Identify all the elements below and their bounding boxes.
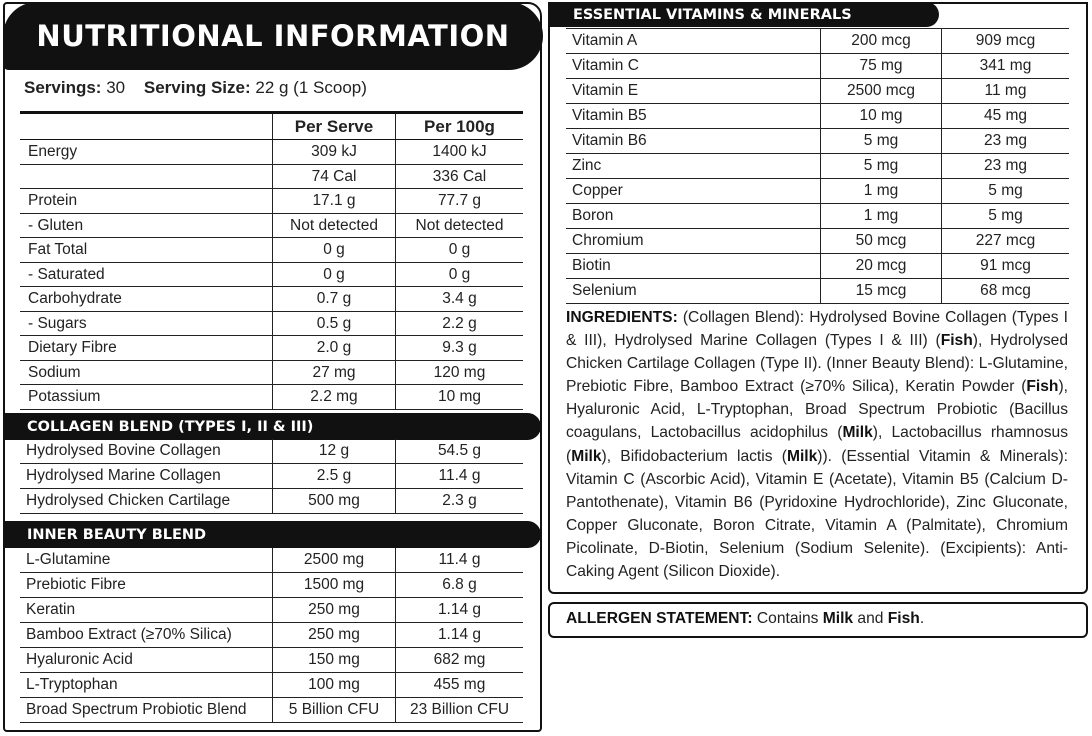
row-label: Keratin bbox=[20, 598, 273, 623]
per-serve-value: 0 g bbox=[273, 262, 396, 287]
vitamins-minerals-header: ESSENTIAL VITAMINS & MINERALS bbox=[549, 2, 939, 27]
table-row bbox=[20, 164, 523, 189]
per-serve-value: 0.7 g bbox=[273, 287, 396, 312]
row-label: Boron bbox=[566, 204, 821, 229]
allergen-text: and bbox=[853, 610, 888, 627]
ingredients-segment: (Collagen Blend): Hydrolysed Bovine Collagen (Types I & III), Hydrolysed Marine Collagen (Types I & III) ( bbox=[566, 309, 1068, 350]
allergen-highlight: Fish bbox=[940, 332, 973, 350]
table-row bbox=[566, 54, 1069, 79]
table-row bbox=[566, 154, 1069, 179]
allergen-text: Contains bbox=[752, 610, 823, 627]
row-label: Broad Spectrum Probiotic Blend bbox=[20, 698, 273, 723]
serving-size-label: Serving Size: bbox=[143, 78, 251, 97]
servings-line bbox=[24, 78, 367, 98]
ingredients-segment: ), Hydrolysed Chicken Cartilage Collagen (Type II). (Inner Beauty Blend): L-Glutamine, Prebiotic Fibre, Bamboo Extract (≥70% Silica), Keratin Powder ( bbox=[566, 332, 1069, 396]
row-label: - Sugars bbox=[20, 311, 273, 336]
table-row bbox=[20, 385, 523, 410]
table-row bbox=[20, 573, 523, 598]
page-title: NUTRITIONAL INFORMATION bbox=[3, 2, 543, 70]
allergen-highlight: Milk bbox=[571, 447, 602, 465]
per-100g-value: 682 mg bbox=[396, 648, 524, 673]
per-100g-value: 455 mg bbox=[396, 673, 524, 698]
row-label: - Saturated bbox=[20, 262, 273, 287]
table-row bbox=[566, 129, 1069, 154]
per-serve-value: 10 mg bbox=[821, 104, 942, 129]
per-100g-value: 2.2 g bbox=[396, 311, 524, 336]
per-100g-value: 1.14 g bbox=[396, 598, 524, 623]
row-label: Dietary Fibre bbox=[20, 336, 273, 361]
per-serve-value: 309 kJ bbox=[273, 140, 396, 165]
table-row bbox=[20, 336, 523, 361]
row-label: L-Glutamine bbox=[20, 548, 273, 573]
row-label: Potassium bbox=[20, 385, 273, 410]
servings-value: 30 bbox=[106, 78, 126, 97]
per-serve-value: 2500 mg bbox=[273, 548, 396, 573]
per-serve-value: 1 mg bbox=[821, 179, 942, 204]
servings-label: Servings: bbox=[24, 78, 102, 97]
per-100g-value: 45 mg bbox=[942, 104, 1070, 129]
per-serve-value: 200 mcg bbox=[821, 29, 942, 54]
table-row bbox=[20, 698, 523, 723]
per-100g-value: 23 mg bbox=[942, 154, 1070, 179]
per-100g-value: 1400 kJ bbox=[396, 140, 524, 165]
table-row bbox=[20, 360, 523, 385]
per-100g-header: Per 100g bbox=[396, 113, 524, 140]
row-label: Vitamin A bbox=[566, 29, 821, 54]
per-100g-value: 3.4 g bbox=[396, 287, 524, 312]
allergen-highlight: Milk bbox=[842, 424, 873, 442]
row-label: Zinc bbox=[566, 154, 821, 179]
row-label: Biotin bbox=[566, 254, 821, 279]
per-100g-value: 23 Billion CFU bbox=[396, 698, 524, 723]
table-row bbox=[20, 439, 523, 464]
per-100g-value: 54.5 g bbox=[396, 439, 524, 464]
table-row bbox=[566, 29, 1069, 54]
inner-beauty-blend-table bbox=[20, 548, 523, 723]
nutrition-table bbox=[20, 111, 523, 410]
per-100g-value: 5 mg bbox=[942, 179, 1070, 204]
row-label: Hyaluronic Acid bbox=[20, 648, 273, 673]
row-label: L-Tryptophan bbox=[20, 673, 273, 698]
per-100g-value: 11.4 g bbox=[396, 464, 524, 489]
per-serve-value: 2500 mcg bbox=[821, 79, 942, 104]
row-label: Vitamin B6 bbox=[566, 129, 821, 154]
allergen-milk: Milk bbox=[822, 610, 854, 627]
table-row bbox=[20, 140, 523, 165]
ingredients-segment: ), Bifidobacterium lactis ( bbox=[601, 447, 787, 465]
table-row bbox=[566, 179, 1069, 204]
per-serve-value: 12 g bbox=[273, 439, 396, 464]
allergen-statement bbox=[566, 610, 924, 628]
per-100g-value: 5 mg bbox=[942, 204, 1070, 229]
table-row bbox=[20, 213, 523, 238]
per-serve-value: 0.5 g bbox=[273, 311, 396, 336]
ingredients-label: INGREDIENTS: bbox=[566, 309, 678, 326]
per-serve-value: 1 mg bbox=[821, 204, 942, 229]
table-row bbox=[20, 648, 523, 673]
per-serve-header: Per Serve bbox=[273, 113, 396, 140]
collagen-blend-header: COLLAGEN BLEND (TYPES I, II & III) bbox=[3, 413, 541, 440]
row-label: Chromium bbox=[566, 229, 821, 254]
per-serve-value: 17.1 g bbox=[273, 189, 396, 214]
per-100g-value: 0 g bbox=[396, 238, 524, 263]
per-100g-value: 91 mcg bbox=[942, 254, 1070, 279]
table-row bbox=[20, 548, 523, 573]
per-serve-value: 5 mg bbox=[821, 154, 942, 179]
per-serve-value: 20 mcg bbox=[821, 254, 942, 279]
per-100g-value: 9.3 g bbox=[396, 336, 524, 361]
ingredients-segment: )). (Essential Vitamin & Minerals): Vitamin C (Ascorbic Acid), Vitamin E (Acetate), Vitamin B5 (Calcium D-Pantothenate), Vitamin B6 (Pyridoxine Hydrochloride), Zinc Gluconate, Copper Gluconate, Boron Citrate, Vitamin A (Palmitate), Chromium Picolinate, D-Biotin, Selenium (Sodium Selenite). (Excipients): Anti-Caking Agent (Silicon Dioxide). bbox=[566, 447, 1068, 581]
table-row bbox=[20, 623, 523, 648]
per-100g-value: 6.8 g bbox=[396, 573, 524, 598]
per-100g-value: 23 mg bbox=[942, 129, 1070, 154]
per-100g-value: 11 mg bbox=[942, 79, 1070, 104]
row-label: Hydrolysed Chicken Cartilage bbox=[20, 489, 273, 514]
row-label: Vitamin B5 bbox=[566, 104, 821, 129]
per-100g-value: 0 g bbox=[396, 262, 524, 287]
row-label: Selenium bbox=[566, 279, 821, 304]
row-label: Sodium bbox=[20, 360, 273, 385]
allergen-text: . bbox=[919, 610, 925, 627]
row-label: - Gluten bbox=[20, 213, 273, 238]
per-serve-value: 500 mg bbox=[273, 489, 396, 514]
per-serve-value: 50 mcg bbox=[821, 229, 942, 254]
per-serve-value: 0 g bbox=[273, 238, 396, 263]
per-serve-value: 15 mcg bbox=[821, 279, 942, 304]
per-serve-value: 2.0 g bbox=[273, 336, 396, 361]
per-serve-value: 150 mg bbox=[273, 648, 396, 673]
table-row bbox=[20, 287, 523, 312]
table-row bbox=[566, 204, 1069, 229]
per-100g-value: 11.4 g bbox=[396, 548, 524, 573]
per-100g-value: 2.3 g bbox=[396, 489, 524, 514]
vitamins-minerals-table bbox=[566, 28, 1069, 304]
per-serve-value: 250 mg bbox=[273, 598, 396, 623]
table-row bbox=[20, 189, 523, 214]
serving-size-value: 22 g (1 Scoop) bbox=[255, 78, 367, 97]
table-row bbox=[566, 229, 1069, 254]
table-row bbox=[566, 79, 1069, 104]
row-label: Protein bbox=[20, 189, 273, 214]
per-100g-value: 77.7 g bbox=[396, 189, 524, 214]
per-serve-value: 100 mg bbox=[273, 673, 396, 698]
per-serve-value: 5 Billion CFU bbox=[273, 698, 396, 723]
per-serve-value: 250 mg bbox=[273, 623, 396, 648]
collagen-blend-table bbox=[20, 439, 523, 514]
per-100g-value: Not detected bbox=[396, 213, 524, 238]
row-label: Carbohydrate bbox=[20, 287, 273, 312]
ingredients-segment: ), Hyaluronic Acid, L-Tryptophan, Broad Spectrum Probiotic (Bacillus coagulans, Lactobacillus acidophilus ( bbox=[566, 378, 1068, 442]
per-serve-value: 27 mg bbox=[273, 360, 396, 385]
table-row bbox=[20, 489, 523, 514]
allergen-label: ALLERGEN STATEMENT: bbox=[566, 610, 753, 627]
ingredients-text bbox=[566, 306, 1068, 583]
table-row bbox=[20, 598, 523, 623]
per-100g-value: 120 mg bbox=[396, 360, 524, 385]
table-row bbox=[566, 279, 1069, 304]
row-label: Energy bbox=[20, 140, 273, 165]
per-100g-value: 10 mg bbox=[396, 385, 524, 410]
row-label: Hydrolysed Marine Collagen bbox=[20, 464, 273, 489]
per-serve-value: 2.2 mg bbox=[273, 385, 396, 410]
table-row bbox=[20, 464, 523, 489]
per-serve-value: 75 mg bbox=[821, 54, 942, 79]
table-row bbox=[20, 238, 523, 263]
per-serve-value: 74 Cal bbox=[273, 164, 396, 189]
table-header-row bbox=[20, 113, 523, 140]
row-label: Prebiotic Fibre bbox=[20, 573, 273, 598]
row-label bbox=[20, 164, 273, 189]
row-label: Vitamin E bbox=[566, 79, 821, 104]
per-100g-value: 336 Cal bbox=[396, 164, 524, 189]
ingredients-segment: ), Lactobacillus rhamnosus ( bbox=[566, 424, 1069, 465]
per-serve-value: Not detected bbox=[273, 213, 396, 238]
allergen-highlight: Fish bbox=[1026, 378, 1059, 396]
allergen-highlight: Milk bbox=[786, 447, 818, 465]
per-100g-value: 1.14 g bbox=[396, 623, 524, 648]
per-serve-value: 1500 mg bbox=[273, 573, 396, 598]
per-100g-value: 909 mcg bbox=[942, 29, 1070, 54]
row-label: Fat Total bbox=[20, 238, 273, 263]
per-100g-value: 227 mcg bbox=[942, 229, 1070, 254]
row-label: Copper bbox=[566, 179, 821, 204]
table-row bbox=[566, 254, 1069, 279]
row-label: Hydrolysed Bovine Collagen bbox=[20, 439, 273, 464]
per-100g-value: 341 mg bbox=[942, 54, 1070, 79]
row-label: Vitamin C bbox=[566, 54, 821, 79]
per-100g-value: 68 mcg bbox=[942, 279, 1070, 304]
per-serve-value: 2.5 g bbox=[273, 464, 396, 489]
per-serve-value: 5 mg bbox=[821, 129, 942, 154]
inner-beauty-blend-header: INNER BEAUTY BLEND bbox=[3, 521, 541, 548]
table-row bbox=[20, 311, 523, 336]
table-row bbox=[20, 262, 523, 287]
table-row bbox=[20, 673, 523, 698]
row-label: Bamboo Extract (≥70% Silica) bbox=[20, 623, 273, 648]
table-row bbox=[566, 104, 1069, 129]
allergen-fish: Fish bbox=[887, 610, 920, 627]
